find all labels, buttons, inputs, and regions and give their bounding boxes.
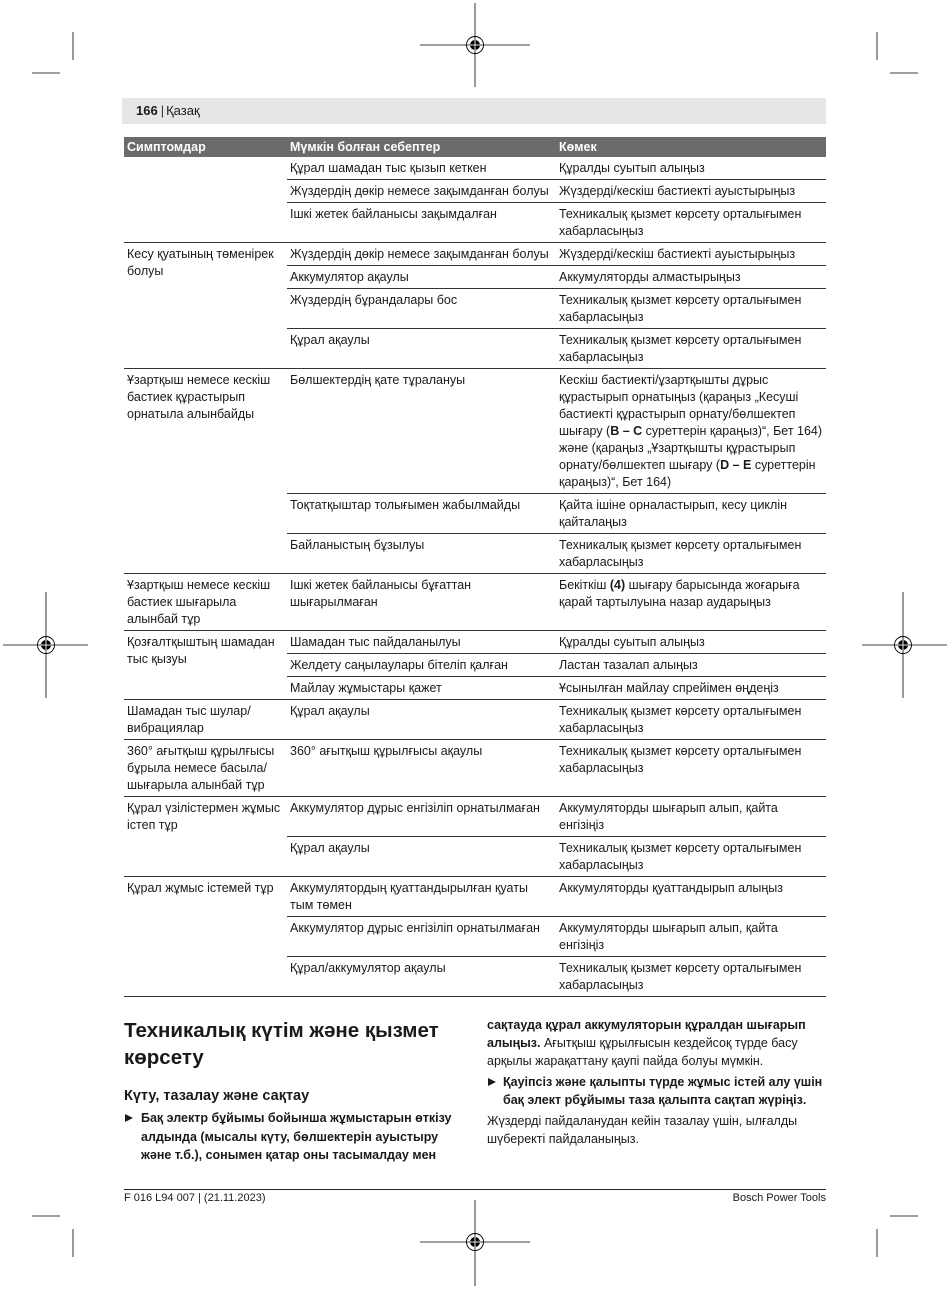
bullet-triangle-icon — [488, 1078, 496, 1086]
remedy-cell: Техникалық қызмет көрсету орталығымен хабарласыңыз — [556, 289, 826, 329]
safety-bullet-1-continuation — [487, 1016, 827, 1070]
bullet-triangle-icon — [125, 1114, 133, 1122]
cause-cell: Желдету саңылаулары бітеліп қалған — [287, 654, 556, 677]
table-row — [124, 574, 826, 631]
troubleshooting-table — [124, 137, 826, 997]
registration-mark-bottom-icon — [420, 1200, 530, 1286]
page-header — [122, 98, 826, 124]
remedy-cell: Аккумуляторды алмастырыңыз — [556, 266, 826, 289]
emphasized-text: B – C — [610, 424, 643, 438]
text-segment: шығару барысында жоғарыға қарай тартылуына назар аударыңыз — [559, 578, 800, 609]
cause-cell: Жүздердің дөкір немесе зақымданған болуы — [287, 180, 556, 203]
cause-cell: Ішкі жетек байланысы бұғаттан шығарылмаған — [287, 574, 556, 631]
text-segment: Бекіткіш — [559, 578, 610, 592]
document-number: F 016 L94 007 | (21.11.2023) — [124, 1192, 266, 1204]
remedy-cell: Ұсынылған майлау спрейімен өңдеңіз — [556, 677, 826, 700]
cause-cell: Аккумулятор дұрыс енгізіліп орнатылмаған — [287, 797, 556, 837]
table-header-row — [124, 137, 826, 157]
table-row — [124, 740, 826, 797]
cause-cell: Жүздердің бұрандалары бос — [287, 289, 556, 329]
safety-bullet-2-text: Қауіпсіз және қалыпты түрде жұмыс істей алу үшін бақ элект рбұйымы таза қалыпта сақтап жүріңіз. — [503, 1075, 823, 1107]
symptom-cell: Ұзартқыш немесе кескіш бастиек шығарыла алынбай тұр — [124, 574, 287, 631]
cause-cell: Құрал ақаулы — [287, 329, 556, 369]
table-row — [124, 631, 826, 654]
remedy-cell: Техникалық қызмет көрсету орталығымен хабарласыңыз — [556, 329, 826, 369]
remedy-cell: Құралды суытып алыңыз — [556, 631, 826, 654]
remedy-cell: Техникалық қызмет көрсету орталығымен хабарласыңыз — [556, 534, 826, 574]
symptom-cell — [124, 157, 287, 243]
cause-cell: Құрал ақаулы — [287, 837, 556, 877]
remedy-cell: Техникалық қызмет көрсету орталығымен хабарласыңыз — [556, 837, 826, 877]
table-body — [124, 157, 826, 997]
cause-cell: Бөлшектердің қате тұралануы — [287, 369, 556, 494]
maintenance-section-left — [124, 1017, 465, 1165]
cause-cell: Тоқтатқыштар толығымен жабылмайды — [287, 494, 556, 534]
subsection-title: Күту, тазалау және сақтау — [124, 1088, 310, 1104]
page-number: 166 — [136, 103, 158, 118]
header-separator: | — [160, 103, 165, 118]
section-title: Техникалық күтім және қызмет көрсету — [124, 1019, 439, 1069]
table-row — [124, 157, 826, 180]
text-segment: Кескіш бастиекті/ұзартқышты дұрыс құрастырып орнатыңыз (қараңыз „Кесуші бастиекті құрастырып орнату/бөлшектеп шығару ( — [559, 373, 799, 438]
footer-divider — [124, 1189, 826, 1190]
cause-cell: Құрал шамадан тыс қызып кеткен — [287, 157, 556, 180]
text-segment: суреттерін қараңыз)“, Бет 164) — [559, 458, 816, 489]
table-row — [124, 243, 826, 266]
symptom-cell: Қозғалтқыштың шамадан тыс қызуы — [124, 631, 287, 700]
registration-mark-right-icon — [862, 592, 947, 698]
safety-bullet-2 — [487, 1073, 827, 1109]
remedy-cell: Аккумуляторды шығарып алып, қайта енгізіңіз — [556, 797, 826, 837]
crop-mark-top-right — [877, 32, 918, 73]
crop-mark-top-left — [32, 32, 73, 73]
crop-mark-bottom-right — [877, 1216, 918, 1257]
cause-cell: Жүздердің дөкір немесе зақымданған болуы — [287, 243, 556, 266]
symptom-cell: Шамадан тыс шулар/вибрациялар — [124, 700, 287, 740]
registration-mark-left-icon — [3, 592, 88, 698]
symptom-cell: Құрал үзілістермен жұмыс істеп тұр — [124, 797, 287, 877]
remedy-cell: Жүздерді/кескіш бастиекті ауыстырыңыз — [556, 243, 826, 266]
remedy-cell: Техникалық қызмет көрсету орталығымен хабарласыңыз — [556, 740, 826, 797]
column-header-remedy: Көмек — [556, 137, 826, 157]
emphasized-text: (4) — [609, 578, 626, 592]
remedy-cell: Техникалық қызмет көрсету орталығымен хабарласыңыз — [556, 957, 826, 997]
safety-bullet-1-emphasis: сақтауда құрал аккумуляторын құралдан шығарып алыңыз. — [487, 1018, 806, 1050]
remedy-cell: Аккумуляторды қуаттандырып алыңыз — [556, 877, 826, 917]
language-label: Қазақ — [166, 103, 200, 118]
symptom-cell: Құрал жұмыс істемей тұр — [124, 877, 287, 997]
maintenance-section-right — [487, 1016, 827, 1148]
symptom-cell: Кесу қуатының төменірек болуы — [124, 243, 287, 369]
cause-cell: Аккумулятор ақаулы — [287, 266, 556, 289]
text-segment: суреттерін қараңыз)“, Бет 164) және (қараңыз „Ұзартқышты құрастырып орнату/бөлшектеп шығару ( — [559, 424, 823, 472]
brand-name: Bosch Power Tools — [732, 1192, 826, 1204]
cause-cell: Ішкі жетек байланысы зақымдалған — [287, 203, 556, 243]
cause-cell: Аккумулятордың қуаттандырылған қуаты тым төмен — [287, 877, 556, 917]
table-row — [124, 797, 826, 837]
column-header-symptoms: Симптомдар — [124, 137, 287, 157]
remedy-cell — [556, 369, 826, 494]
cause-cell: Аккумулятор дұрыс енгізіліп орнатылмаған — [287, 917, 556, 957]
column-header-causes: Мүмкін болған себептер — [287, 137, 556, 157]
table-row — [124, 369, 826, 494]
page-footer — [124, 1191, 826, 1205]
safety-bullet-1-note: Ағытқыш құрылғысын кездейсоқ түрде басу арқылы жарақаттану қаупі пайда болуы мүмкін. — [487, 1036, 798, 1068]
remedy-cell: Жүздерді/кескіш бастиекті ауыстырыңыз — [556, 180, 826, 203]
remedy-cell — [556, 574, 826, 631]
safety-bullet-1 — [124, 1109, 465, 1165]
remedy-cell: Аккумуляторды шығарып алып, қайта енгізіңіз — [556, 917, 826, 957]
cause-cell: Құрал/аккумулятор ақаулы — [287, 957, 556, 997]
cleaning-instruction: Жүздерді пайдаланудан кейін тазалау үшін, ылғалды шүберекті пайдаланыңыз. — [487, 1114, 798, 1146]
table-row — [124, 877, 826, 917]
symptom-cell: 360° ағытқыш құрылғысы бұрыла немесе басыла/шығарыла алынбай тұр — [124, 740, 287, 797]
emphasized-text: D – E — [720, 458, 752, 472]
remedy-cell: Құралды суытып алыңыз — [556, 157, 826, 180]
remedy-cell: Қайта ішіне орналастырып, кесу циклін қайталаңыз — [556, 494, 826, 534]
safety-bullet-1-text: Бақ электр бұйымы бойынша жұмыстарын өткізу алдында (мысалы күту, бөлшектерін ауыстыру және т.б.), сонымен қатар оны тасымалдау мен — [141, 1111, 452, 1162]
cause-cell: Байланыстың бұзылуы — [287, 534, 556, 574]
crop-mark-bottom-left — [32, 1216, 73, 1257]
remedy-cell: Техникалық қызмет көрсету орталығымен хабарласыңыз — [556, 700, 826, 740]
table-row — [124, 700, 826, 740]
cause-cell: Шамадан тыс пайдаланылуы — [287, 631, 556, 654]
cause-cell: 360° ағытқыш құрылғысы ақаулы — [287, 740, 556, 797]
cause-cell: Майлау жұмыстары қажет — [287, 677, 556, 700]
remedy-cell: Ластан тазалап алыңыз — [556, 654, 826, 677]
remedy-cell: Техникалық қызмет көрсету орталығымен хабарласыңыз — [556, 203, 826, 243]
registration-mark-top-icon — [420, 3, 530, 87]
symptom-cell: Ұзартқыш немесе кескіш бастиек құрастырып орнатыла алынбайды — [124, 369, 287, 574]
cause-cell: Құрал ақаулы — [287, 700, 556, 740]
